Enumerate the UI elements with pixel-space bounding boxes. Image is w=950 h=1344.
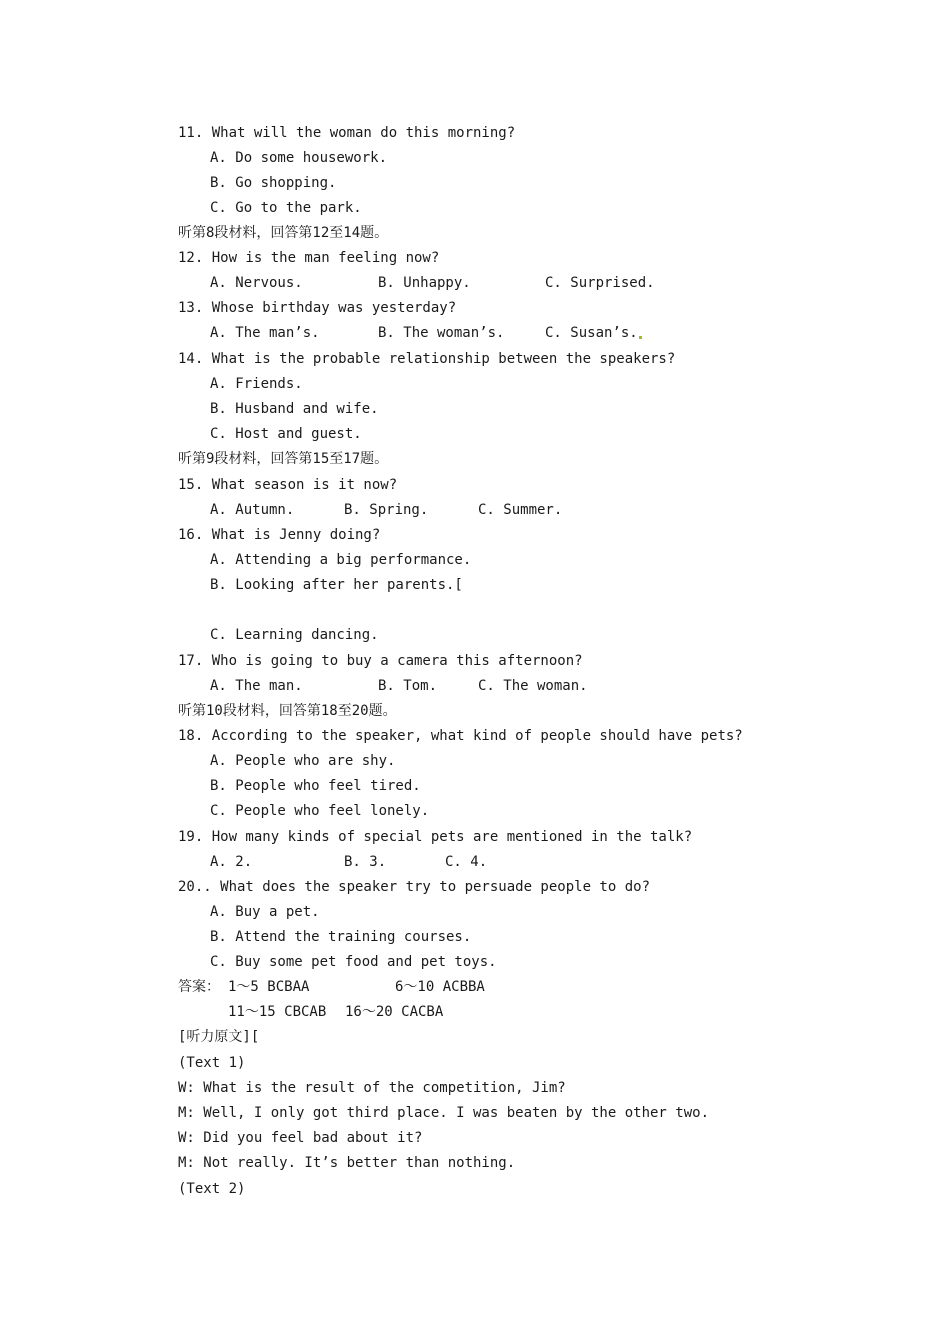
- question-19-option-a: A. 2.: [210, 854, 253, 870]
- question-17-options: [210, 675, 710, 697]
- question-20-stem: 20.. What does the speaker try to persuade people to do?: [178, 879, 651, 895]
- question-13-option-a: A. The man’s.: [210, 325, 320, 341]
- question-18-stem: 18. According to the speaker, what kind of people should have pets?: [178, 728, 743, 744]
- question-16-option-a: A. Attending a big performance.: [210, 552, 472, 568]
- question-13-option-c: C. Susan’s.: [545, 325, 638, 341]
- transcript-heading: [听力原文][: [178, 1029, 260, 1045]
- question-14-option-a: A. Friends.: [210, 376, 303, 392]
- transcript-line: M: Well, I only got third place. I was beaten by the other two.: [178, 1105, 710, 1121]
- section-9-instruction: 听第9段材料，回答第15至17题。: [178, 451, 389, 467]
- question-19-option-b: B. 3.: [344, 854, 387, 870]
- question-15-options: [210, 499, 710, 521]
- question-18-option-b: B. People who feel tired.: [210, 778, 421, 794]
- question-16-option-b: B. Looking after her parents.[: [210, 577, 463, 593]
- question-11-option-b: B. Go shopping.: [210, 175, 337, 191]
- question-19-options: [210, 851, 710, 873]
- answer-key-range-1: 1～5 BCBAA: [228, 979, 310, 995]
- question-12-options: [210, 272, 710, 294]
- question-17-option-b: B. Tom.: [378, 678, 438, 694]
- question-13-option-c-wrap: [545, 322, 642, 344]
- question-11-option-c: C. Go to the park.: [210, 200, 362, 216]
- question-16-option-c: C. Learning dancing.: [210, 627, 379, 643]
- question-13-option-b: B. The woman’s.: [378, 325, 505, 341]
- question-17-option-c: C. The woman.: [478, 678, 588, 694]
- question-13-options: [210, 322, 710, 344]
- answer-key-label: 答案：: [178, 979, 220, 995]
- question-15-option-a: A. Autumn.: [210, 502, 295, 518]
- question-15-option-c: C. Summer.: [478, 502, 563, 518]
- question-18-option-c: C. People who feel lonely.: [210, 803, 430, 819]
- answer-key-range-4: 16～20 CACBA: [345, 1004, 444, 1020]
- question-12-option-b: B. Unhappy.: [378, 275, 471, 291]
- question-11-option-a: A. Do some housework.: [210, 150, 388, 166]
- transcript-line: M: Not really. It’s better than nothing.: [178, 1155, 516, 1171]
- question-17-stem: 17. Who is going to buy a camera this afternoon?: [178, 653, 583, 669]
- transcript-text-2-label: (Text 2): [178, 1181, 246, 1197]
- section-8-instruction: 听第8段材料，回答第12至14题。: [178, 225, 389, 241]
- question-16-stem: 16. What is Jenny doing?: [178, 527, 381, 543]
- marker-dot: [639, 336, 642, 339]
- question-12-option-a: A. Nervous.: [210, 275, 303, 291]
- transcript-text-1-label: (Text 1): [178, 1055, 246, 1071]
- question-13-stem: 13. Whose birthday was yesterday?: [178, 300, 457, 316]
- answer-key-range-3: 11～15 CBCAB: [228, 1004, 327, 1020]
- question-12-option-c: C. Surprised.: [545, 275, 655, 291]
- section-10-instruction: 听第10段材料，回答第18至20题。: [178, 703, 397, 719]
- question-19-option-c: C. 4.: [445, 854, 488, 870]
- transcript-line: W: Did you feel bad about it?: [178, 1130, 423, 1146]
- question-14-option-b: B. Husband and wife.: [210, 401, 379, 417]
- answer-key-range-2: 6～10 ACBBA: [395, 979, 485, 995]
- question-11-stem: 11. What will the woman do this morning?: [178, 125, 516, 141]
- question-15-option-b: B. Spring.: [344, 502, 429, 518]
- answer-key-row-2: [228, 1001, 628, 1023]
- question-14-option-c: C. Host and guest.: [210, 426, 362, 442]
- question-14-stem: 14. What is the probable relationship between the speakers?: [178, 351, 676, 367]
- question-19-stem: 19. How many kinds of special pets are mentioned in the talk?: [178, 829, 693, 845]
- question-15-stem: 15. What season is it now?: [178, 477, 398, 493]
- transcript-line: W: What is the result of the competition, Jim?: [178, 1080, 566, 1096]
- question-20-option-c: C. Buy some pet food and pet toys.: [210, 954, 497, 970]
- answer-key-row-1: [178, 976, 678, 998]
- question-17-option-a: A. The man.: [210, 678, 303, 694]
- question-20-option-b: B. Attend the training courses.: [210, 929, 472, 945]
- question-12-stem: 12. How is the man feeling now?: [178, 250, 440, 266]
- question-20-option-a: A. Buy a pet.: [210, 904, 320, 920]
- question-18-option-a: A. People who are shy.: [210, 753, 396, 769]
